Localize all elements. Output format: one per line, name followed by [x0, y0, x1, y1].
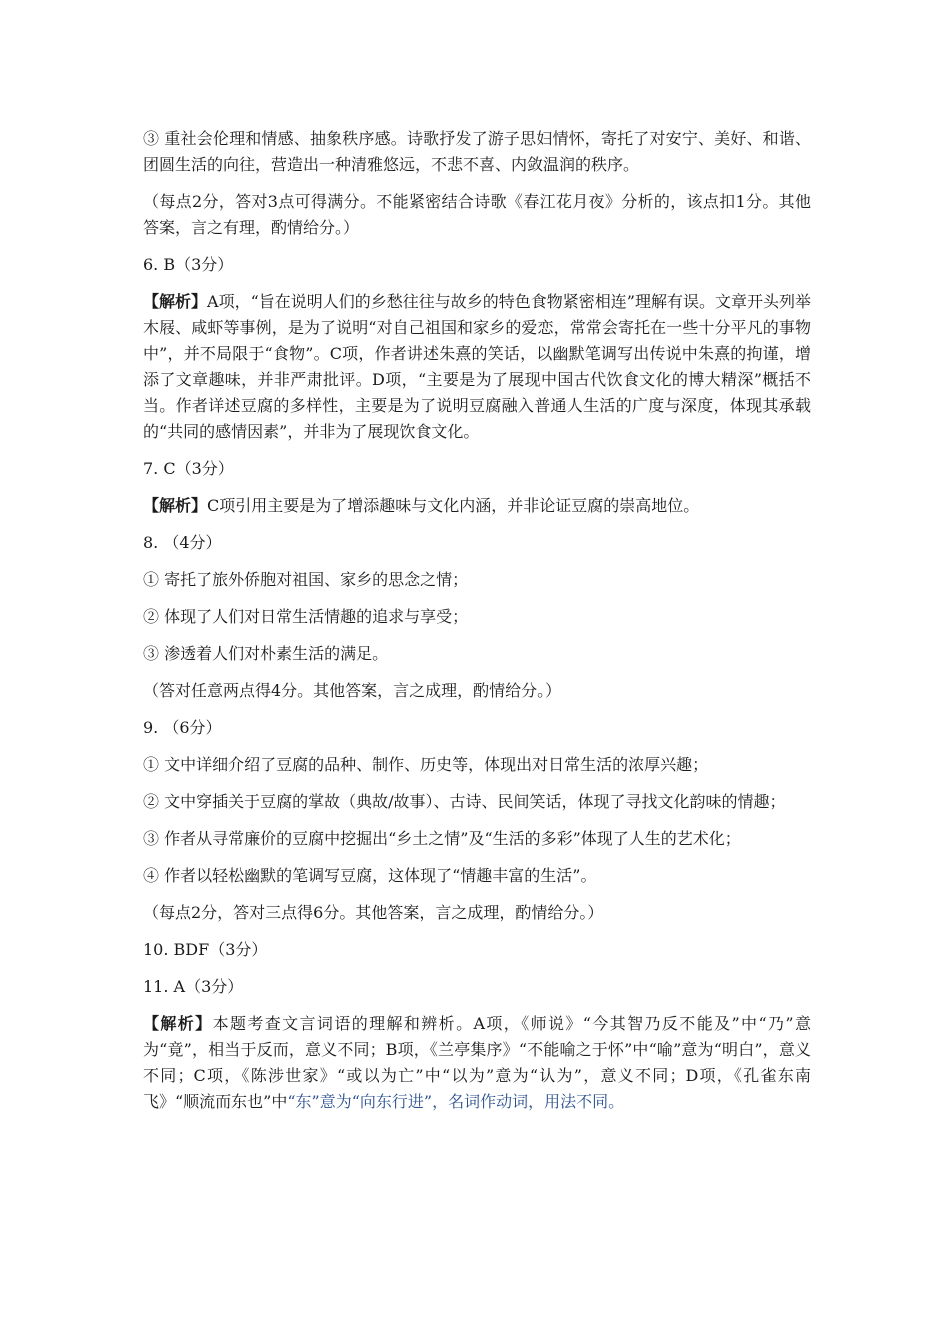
question-9-answer: 9. （6分） [143, 718, 222, 737]
question-11-analysis [143, 1011, 811, 1115]
question-9-point-3: ③ 作者从寻常廉价的豆腐中挖掘出“乡土之情”及“生活的多彩”体现了人生的艺术化； [143, 829, 741, 848]
question-7-answer: 7. C（3分） [143, 459, 234, 478]
analysis-tag: 【解析】 [143, 292, 208, 311]
analysis-tag: 【解析】 [143, 1014, 213, 1033]
question-6-analysis [143, 289, 811, 445]
question-7-analysis [143, 493, 811, 519]
question-10-answer: 10. BDF（3分） [143, 940, 268, 959]
question-8-point-1: ① 寄托了旅外侨胞对祖国、家乡的思念之情； [143, 570, 469, 589]
question-9-point-2: ② 文中穿插关于豆腐的掌故（典故/故事）、古诗、民间笑话，体现了寻找文化韵味的情趣； [143, 792, 786, 811]
analysis-highlight: “东”意为“向东行进”，名词作动词，用法不同。 [287, 1092, 625, 1111]
analysis-tag: 【解析】 [143, 496, 208, 515]
question-8-answer: 8. （4分） [143, 533, 222, 552]
question-9-point-1: ① 文中详细介绍了豆腐的品种、制作、历史等，体现出对日常生活的浓厚兴趣； [143, 755, 709, 774]
analysis-text: A项，“旨在说明人们的乡愁往往与故乡的特色食物紧密相连”理解有误。文章开头列举木屐、咸虾等事例，是为了说明“对自己祖国和家乡的爱恋，常常会寄托在一些十分平凡的事物中”，并不局限于“食物”。C项，作者讲述朱熹的笑话，以幽默笔调写出传说中朱熹的拘谨，增添了文章趣味，并非严肃批评。D项，“主要是为了展现中国古代饮食文化的博大精深”概括不当。作者详述豆腐的多样性，主要是为了说明豆腐融入普通人生活的广度与深度，体现其承载的“共同的感情因素”，并非为了展现饮食文化。 [143, 292, 811, 441]
analysis-text: 本题考查文言词语的理解和辨析。A项，《师说》“今其智乃反不能及”中“乃”意为“竟”，相当于反而，意义不同；B项，《兰亭集序》“不能喻之于怀”中“喻”意为“明白”，意义不同；C项，《陈涉世家》“或以为亡”中“以为”意为“认为”，意义不同；D项，《孔雀东南飞》“顺流而东也”中 [143, 1014, 811, 1111]
question-9-note: （每点2分，答对三点得6分。其他答案，言之成理，酌情给分。） [143, 903, 604, 922]
question-8-point-2: ② 体现了人们对日常生活情趣的追求与享受； [143, 607, 469, 626]
question-8-point-3: ③ 渗透着人们对朴素生活的满足。 [143, 644, 389, 663]
analysis-text: C项引用主要是为了增添趣味与文化内涵，并非论证豆腐的崇高地位。 [207, 496, 700, 515]
question-6-answer: 6. B（3分） [143, 255, 234, 274]
question-9-point-4: ④ 作者以轻松幽默的笔调写豆腐，这体现了“情趣丰富的生活”。 [143, 866, 597, 885]
question-11-answer: 11. A（3分） [143, 977, 244, 996]
scoring-note-5: （每点2分，答对3点可得满分。不能紧密结合诗歌《春江花月夜》分析的，该点扣1分。其他答案，言之有理，酌情给分。） [143, 192, 811, 237]
answer-content [143, 126, 811, 1126]
question-8-note: （答对任意两点得4分。其他答案，言之成理，酌情给分。） [143, 681, 562, 700]
answer-point-3: ③ 重社会伦理和情感、抽象秩序感。诗歌抒发了游子思妇情怀，寄托了对安宁、美好、和谐、团圆生活的向往，营造出一种清雅悠远，不悲不喜、内敛温润的秩序。 [143, 129, 811, 174]
